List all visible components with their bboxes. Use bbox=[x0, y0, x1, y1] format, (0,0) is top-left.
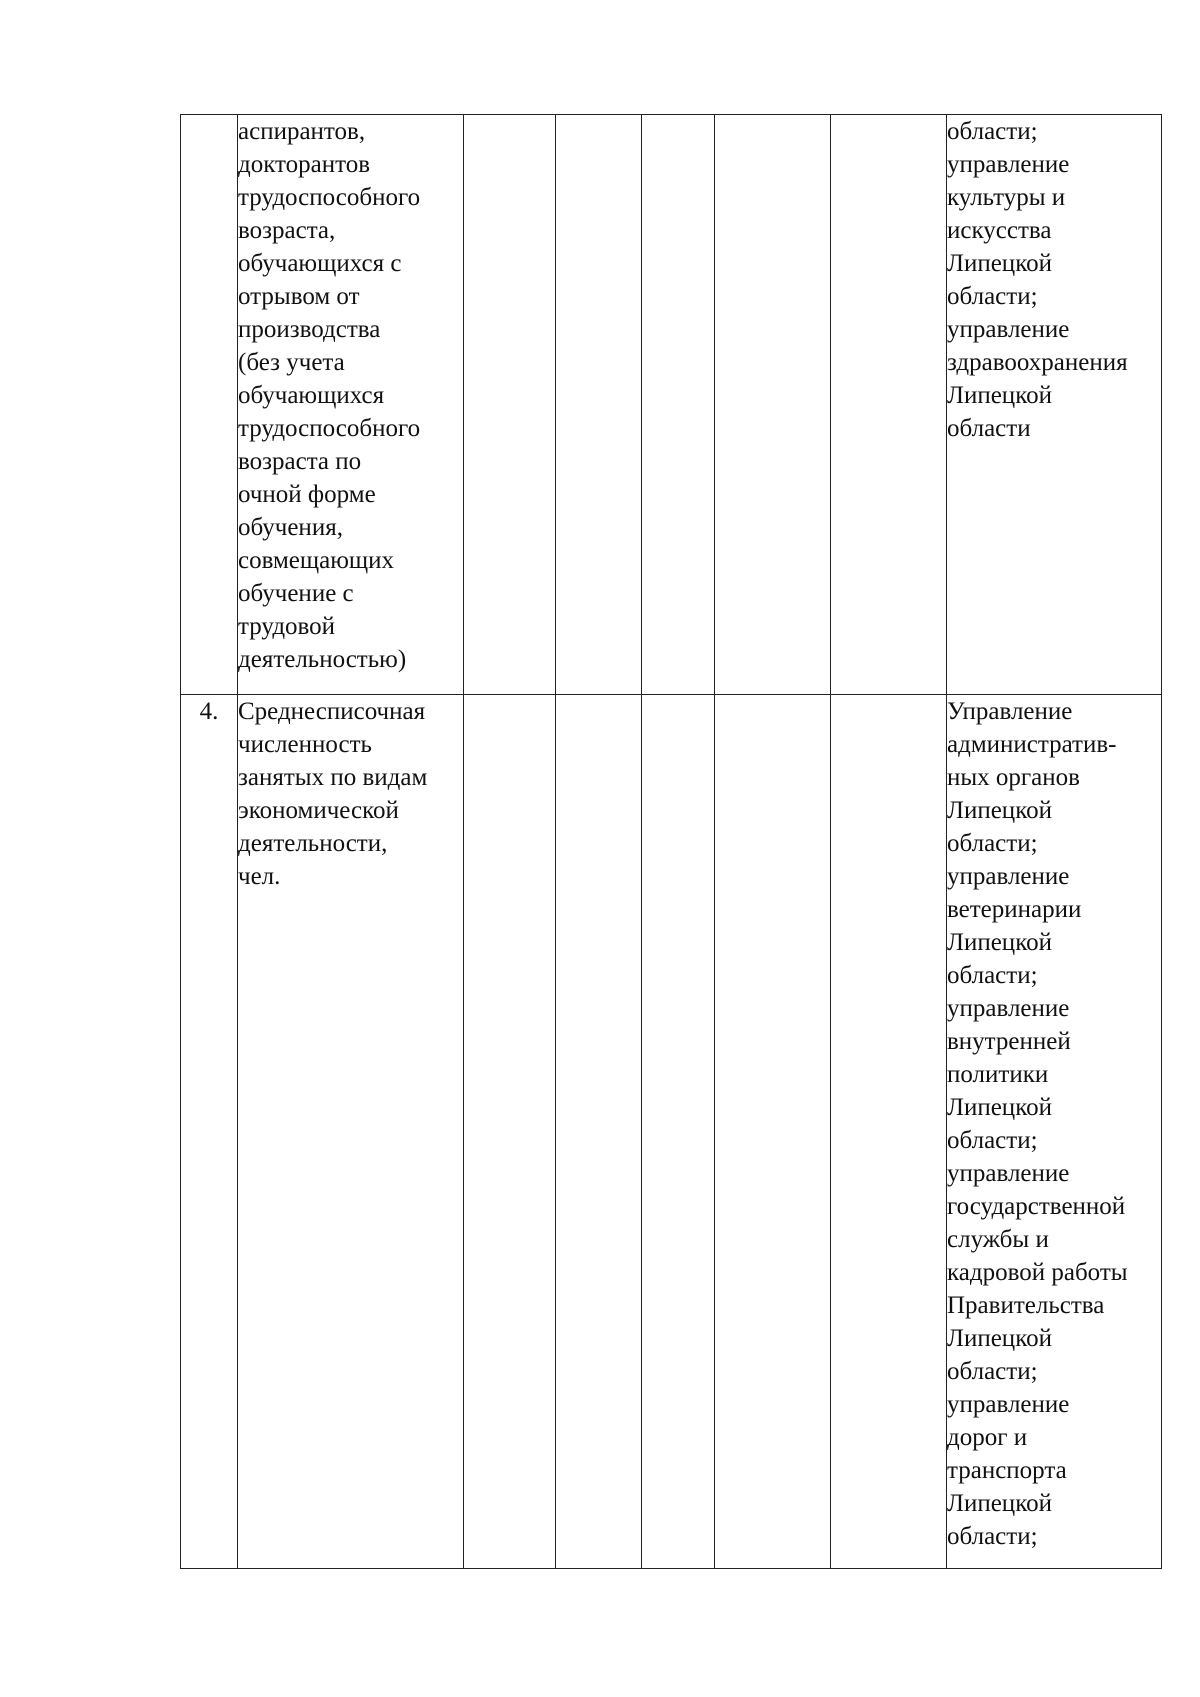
value-cell bbox=[642, 115, 715, 695]
indicator-name-line: обучения, bbox=[238, 514, 343, 541]
value-cell bbox=[642, 695, 715, 1569]
responsible-line: Управление bbox=[947, 698, 1073, 725]
table-row bbox=[181, 115, 1162, 695]
responsible-line: области; bbox=[947, 1523, 1038, 1550]
responsible-line: Липецкой bbox=[947, 929, 1052, 956]
indicator-name-line: численность bbox=[238, 731, 372, 758]
responsible-line: области; bbox=[947, 118, 1038, 145]
responsible-line: государственной bbox=[947, 1193, 1126, 1220]
indicator-name-cell bbox=[238, 115, 464, 695]
indicator-name-line: совмещающих bbox=[238, 547, 395, 574]
responsible-line: внутренней bbox=[947, 1028, 1071, 1055]
responsible-line: управление bbox=[947, 316, 1070, 343]
indicator-name-line: занятых по видам bbox=[238, 764, 428, 791]
value-cell bbox=[831, 695, 947, 1569]
indicator-name-line: аспирантов, bbox=[238, 118, 366, 145]
row-number-cell bbox=[181, 115, 238, 695]
indicator-name-line: трудоспособного bbox=[238, 184, 421, 211]
indicator-name-line: (без учета bbox=[238, 349, 345, 376]
responsible-line: управление bbox=[947, 1160, 1070, 1187]
responsible-line: управление bbox=[947, 995, 1070, 1022]
value-cell bbox=[464, 695, 556, 1569]
responsible-line: области; bbox=[947, 1358, 1038, 1385]
responsible-line: области bbox=[947, 415, 1031, 442]
indicator-name-line: деятельностью) bbox=[238, 646, 407, 673]
responsible-line: политики bbox=[947, 1061, 1049, 1088]
value-cell bbox=[715, 695, 831, 1569]
responsible-line: Липецкой bbox=[947, 1325, 1052, 1352]
value-cell bbox=[556, 695, 642, 1569]
responsible-line: управление bbox=[947, 863, 1070, 890]
value-cell bbox=[464, 115, 556, 695]
indicator-name-line: отрывом от bbox=[238, 283, 360, 310]
responsible-line: области; bbox=[947, 830, 1038, 857]
indicator-name-line: чел. bbox=[238, 863, 281, 890]
responsible-line: дорог и bbox=[947, 1424, 1028, 1451]
responsible-line: культуры и bbox=[947, 184, 1066, 211]
table-row bbox=[181, 695, 1162, 1569]
responsible-cell bbox=[947, 115, 1162, 695]
indicator-name-line: возраста, bbox=[238, 217, 336, 244]
indicator-name-line: обучающихся bbox=[238, 382, 385, 409]
value-cell bbox=[831, 115, 947, 695]
row-number-cell: 4. bbox=[181, 695, 238, 1569]
indicator-name-line: Среднесписочная bbox=[238, 698, 426, 725]
indicator-name-line: обучающихся с bbox=[238, 250, 402, 277]
indicator-name-line: докторантов bbox=[238, 151, 371, 178]
responsible-line: транспорта bbox=[947, 1457, 1067, 1484]
responsible-line: Липецкой bbox=[947, 382, 1052, 409]
responsible-line: службы и bbox=[947, 1226, 1049, 1253]
responsible-line: административ- bbox=[947, 731, 1117, 758]
indicators-table bbox=[180, 114, 1162, 1569]
responsible-cell bbox=[947, 695, 1162, 1569]
responsible-line: Липецкой bbox=[947, 1490, 1052, 1517]
responsible-line: ветеринарии bbox=[947, 896, 1082, 923]
indicator-name-line: деятельности, bbox=[238, 830, 388, 857]
responsible-line: области; bbox=[947, 283, 1038, 310]
indicator-name-line: очной форме bbox=[238, 481, 376, 508]
responsible-line: ных органов bbox=[947, 764, 1080, 791]
responsible-line: управление bbox=[947, 151, 1070, 178]
indicator-name-line: обучение с bbox=[238, 580, 354, 607]
responsible-line: области; bbox=[947, 1127, 1038, 1154]
value-cell bbox=[556, 115, 642, 695]
responsible-line: Липецкой bbox=[947, 250, 1052, 277]
indicator-name-line: производства bbox=[238, 316, 381, 343]
responsible-line: кадровой работы bbox=[947, 1259, 1128, 1286]
indicator-name-line: трудоспособного bbox=[238, 415, 421, 442]
responsible-line: области; bbox=[947, 962, 1038, 989]
indicator-name-line: возраста по bbox=[238, 448, 362, 475]
responsible-line: здравоохранения bbox=[947, 349, 1128, 376]
value-cell bbox=[715, 115, 831, 695]
responsible-line: управление bbox=[947, 1391, 1070, 1418]
indicator-name-line: экономической bbox=[238, 797, 399, 824]
responsible-line: Липецкой bbox=[947, 797, 1052, 824]
responsible-line: Правительства bbox=[947, 1292, 1105, 1319]
indicator-name-cell bbox=[238, 695, 464, 1569]
indicator-name-line: трудовой bbox=[238, 613, 336, 640]
responsible-line: Липецкой bbox=[947, 1094, 1052, 1121]
responsible-line: искусства bbox=[947, 217, 1052, 244]
